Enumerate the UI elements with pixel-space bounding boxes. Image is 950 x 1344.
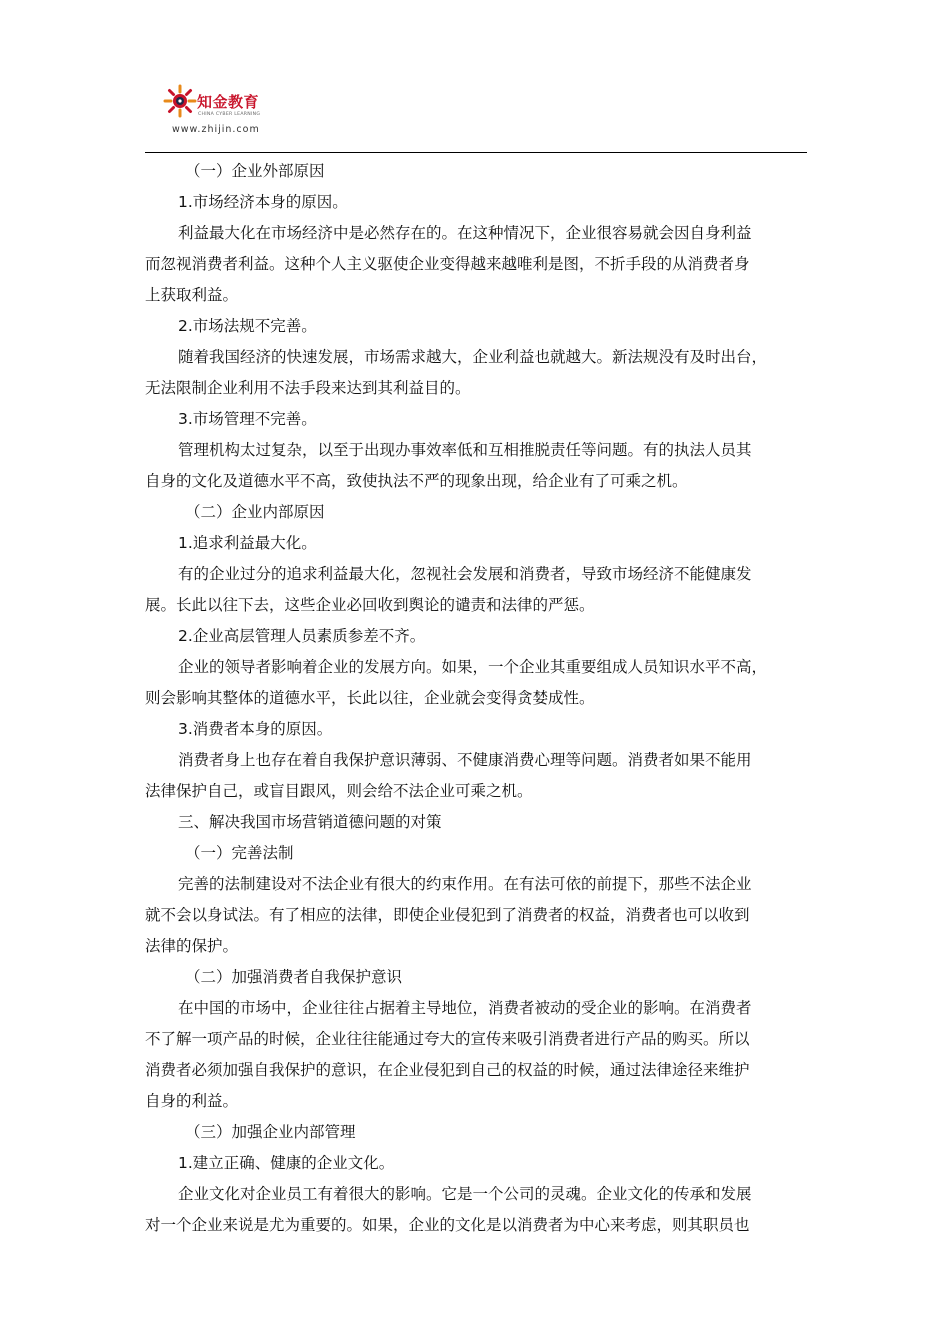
paragraph-line: 企业的领导者影响着企业的发展方向。如果，一个企业其重要组成人员知识水平不高，	[178, 658, 768, 676]
paragraph-line: 完善的法制建设对不法企业有很大的约束作用。在有法可依的前提下，那些不法企业	[178, 875, 752, 893]
page-header	[145, 80, 807, 153]
paragraph-line: 不了解一项产品的时候，企业往往能通过夸大的宣传来吸引消费者进行产品的购买。所以	[145, 1030, 750, 1048]
subheading: 1.追求利益最大化。	[178, 534, 317, 552]
paragraph-line: 而忽视消费者利益。这种个人主义驱使企业变得越来越唯利是图，不折手段的从消费者身	[145, 255, 750, 273]
paragraph-line: 就不会以身试法。有了相应的法律，即使企业侵犯到了消费者的权益，消费者也可以收到	[145, 906, 750, 924]
paragraph-line: 上获取利益。	[145, 286, 239, 304]
paragraph-line: 法律的保护。	[145, 937, 239, 955]
paragraph-line: 法律保护自己，或盲目跟风，则会给不法企业可乘之机。	[145, 782, 533, 800]
paragraph-line: 无法限制企业利用不法手段来达到其利益目的。	[145, 379, 471, 397]
section-heading: （一）企业外部原因	[185, 162, 325, 180]
section-heading: （三）加强企业内部管理	[185, 1123, 356, 1141]
subheading: 3.市场管理不完善。	[178, 410, 317, 428]
paragraph-line: 消费者必须加强自我保护的意识，在企业侵犯到自己的权益的时候，通过法律途径来维护	[145, 1061, 750, 1079]
paragraph-line: 管理机构太过复杂，以至于出现办事效率低和互相推脱责任等问题。有的执法人员其	[178, 441, 752, 459]
section-heading: （二）企业内部原因	[185, 503, 325, 521]
paragraph-line: 在中国的市场中，企业往往占据着主导地位，消费者被动的受企业的影响。在消费者	[178, 999, 752, 1017]
logo-name: 知金教育	[197, 93, 260, 111]
paragraph-line: 消费者身上也存在着自我保护意识薄弱、不健康消费心理等问题。消费者如果不能用	[178, 751, 752, 769]
paragraph-line: 自身的文化及道德水平不高，致使执法不严的现象出现，给企业有了可乘之机。	[145, 472, 688, 490]
subheading: 1.市场经济本身的原因。	[178, 193, 348, 211]
subheading: 1.建立正确、健康的企业文化。	[178, 1154, 395, 1172]
chapter-heading: 三、解决我国市场营销道德问题的对策	[178, 813, 442, 831]
paragraph-line: 企业文化对企业员工有着很大的影响。它是一个公司的灵魂。企业文化的传承和发展	[178, 1185, 752, 1203]
subheading: 2.企业高层管理人员素质参差不齐。	[178, 627, 426, 645]
logo-subtitle: CHINA CYBER LEARNING	[198, 112, 261, 117]
paragraph-line: 则会影响其整体的道德水平，长此以往，企业就会变得贪婪成性。	[145, 689, 595, 707]
paragraph-line: 展。长此以往下去，这些企业必回收到舆论的谴责和法律的严惩。	[145, 596, 595, 614]
section-heading: （二）加强消费者自我保护意识	[185, 968, 403, 986]
section-heading: （一）完善法制	[185, 844, 294, 862]
paragraph-line: 对一个企业来说是尤为重要的。如果，企业的文化是以消费者为中心来考虑，则其职员也	[145, 1216, 750, 1234]
paragraph-line: 自身的利益。	[145, 1092, 239, 1110]
document-body	[145, 156, 810, 1241]
logo-url: www.zhijin.com	[172, 124, 260, 135]
paragraph-line: 随着我国经济的快速发展，市场需求越大，企业利益也就越大。新法规没有及时出台，	[178, 348, 768, 366]
paragraph-line: 利益最大化在市场经济中是必然存在的。在这种情况下，企业很容易就会因自身利益	[178, 224, 752, 242]
paragraph-line: 有的企业过分的追求利益最大化，忽视社会发展和消费者，导致市场经济不能健康发	[178, 565, 752, 583]
subheading: 2.市场法规不完善。	[178, 317, 317, 335]
logo	[163, 84, 303, 136]
logo-sunburst-icon	[163, 84, 197, 118]
subheading: 3.消费者本身的原因。	[178, 720, 333, 738]
